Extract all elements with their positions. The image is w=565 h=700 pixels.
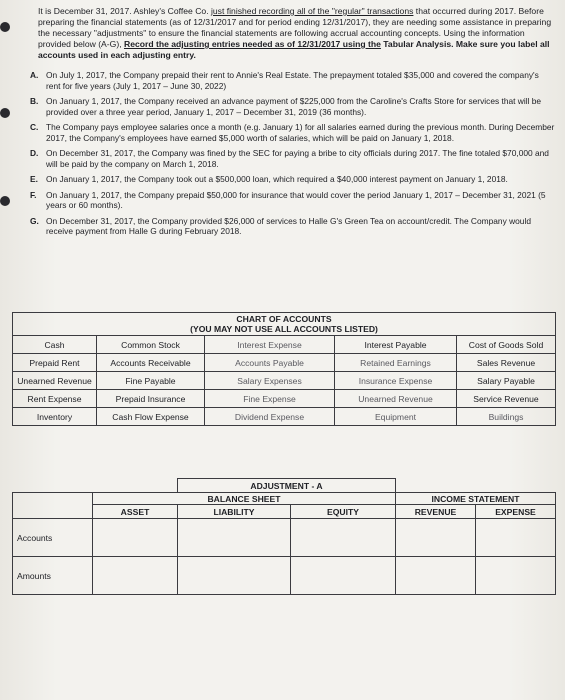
- account-cell: Dividend Expense: [205, 408, 335, 426]
- account-cell: Common Stock: [97, 336, 205, 354]
- account-cell: Salary Payable: [457, 372, 556, 390]
- liability-amounts-cell[interactable]: [178, 557, 291, 595]
- transaction-item-f: F. On January 1, 2017, the Company prepaid $50,000 for insurance that would cover the period January 1, 2017 – December 31, 2021 (5 years or 60 months).: [30, 189, 546, 210]
- account-cell: Accounts Payable: [205, 354, 335, 372]
- account-cell: Prepaid Rent: [13, 354, 97, 372]
- account-cell: Equipment: [335, 408, 457, 426]
- binder-hole: [0, 196, 10, 206]
- transaction-item-b: B. On January 1, 2017, the Company received an advance payment of $225,000 from the Caroline's Crafts Store for services that will be provided over a three year period, January 1, 2017 – December 31, 2019 (36 months).: [30, 96, 542, 117]
- amounts-label: Amounts: [13, 557, 93, 595]
- account-cell: Insurance Expense: [335, 372, 457, 390]
- income-statement-header: INCOME STATEMENT: [396, 493, 556, 505]
- account-cell: Service Revenue: [457, 390, 556, 408]
- statement-header-row: [13, 493, 556, 505]
- account-cell: Rent Expense: [13, 390, 97, 408]
- revenue-amounts-cell[interactable]: [396, 557, 476, 595]
- account-cell: Fine Expense: [205, 390, 335, 408]
- chart-of-accounts-table: [12, 312, 556, 426]
- asset-amounts-cell[interactable]: [93, 557, 178, 595]
- account-cell: Unearned Revenue: [13, 372, 97, 390]
- intro-bold-underlined-text: Record the adjusting entries needed as of 12/31/2017 using the: [123, 39, 381, 49]
- account-cell: Cash: [13, 336, 97, 354]
- account-cell: Prepaid Insurance: [97, 390, 205, 408]
- table-row: [13, 372, 556, 390]
- account-cell: Retained Earnings: [335, 354, 457, 372]
- asset-header: ASSET: [93, 505, 178, 519]
- account-cell: Cost of Goods Sold: [457, 336, 556, 354]
- liability-header: LIABILITY: [178, 505, 291, 519]
- intro-bold-text: Tabular Analysis. Make sure you label all accounts used in each adjusting entry.: [38, 39, 550, 60]
- transaction-item-a: A. On July 1, 2017, the Company prepaid their rent to Annie's Real Estate. The prepayment totaled $35,000 and covered the company's rent for five years (July 1, 2017 – June 30, 2022): [30, 70, 539, 91]
- transaction-item-d: D. On December 31, 2017, the Company was fined by the SEC for paying a bribe to city officials during 2017. The fine totaled $70,000 and will be paid by the company on March 1, 2018.: [30, 148, 549, 169]
- balance-sheet-header: BALANCE SHEET: [93, 493, 396, 505]
- account-cell: Sales Revenue: [457, 354, 556, 372]
- account-cell: Accounts Receivable: [97, 354, 205, 372]
- transaction-item-c: C. The Company pays employee salaries once a month (e.g. January 1) for all salaries earned during the previous month. During December 2017, the Company's employees have earned $5,000 worth of salaries, which will be paid on January 1, 2018.: [30, 122, 555, 143]
- accounts-label: Accounts: [13, 519, 93, 557]
- column-header-row: [13, 505, 556, 519]
- instructions-paragraph: [38, 6, 553, 61]
- table-row: [13, 336, 556, 354]
- account-cell: Buildings: [457, 408, 556, 426]
- table-row: [13, 408, 556, 426]
- equity-header: EQUITY: [291, 505, 396, 519]
- binder-hole: [0, 22, 10, 32]
- transaction-item-g: G. On December 31, 2017, the Company provided $26,000 of services to Halle G's Green Tea on account/credit. The Company would receive payment from Halle G during February 2018.: [30, 215, 531, 236]
- account-cell: Interest Expense: [205, 336, 335, 354]
- account-cell: Inventory: [13, 408, 97, 426]
- account-cell: Fine Payable: [97, 372, 205, 390]
- revenue-header: REVENUE: [396, 505, 476, 519]
- transaction-list: [30, 70, 555, 242]
- account-cell: Cash Flow Expense: [97, 408, 205, 426]
- equity-amounts-cell[interactable]: [291, 557, 396, 595]
- chart-of-accounts-title: CHART OF ACCOUNTS: [236, 314, 332, 324]
- intro-text: that occurred during 2017. Before preparing the financial statements (as of 12/31/2017 and for period ending 12/31/2017), they are needing some assistance in preparing the necessary "adjustments" to ensure the financial statements are following accrual accounting concepts. Using the information provided below (A-G),: [38, 6, 552, 49]
- expense-header: EXPENSE: [476, 505, 556, 519]
- revenue-accounts-cell[interactable]: [396, 519, 476, 557]
- accounts-row: [13, 519, 556, 557]
- adjustment-title-row: [13, 479, 556, 493]
- equity-accounts-cell[interactable]: [291, 519, 396, 557]
- transaction-item-e: E. On January 1, 2017, the Company took out a $500,000 loan, which required a $40,000 interest payment on January 1, 2018.: [30, 174, 508, 184]
- adjustment-title: ADJUSTMENT - A: [178, 479, 396, 493]
- expense-accounts-cell[interactable]: [476, 519, 556, 557]
- adjustment-a-table: [12, 478, 556, 595]
- chart-of-accounts-header: [13, 313, 556, 336]
- liability-accounts-cell[interactable]: [178, 519, 291, 557]
- account-cell: Interest Payable: [335, 336, 457, 354]
- table-row: [13, 354, 556, 372]
- asset-accounts-cell[interactable]: [93, 519, 178, 557]
- amounts-row: [13, 557, 556, 595]
- account-cell: Unearned Revenue: [335, 390, 457, 408]
- intro-underlined-text: just finished recording all of the "regular" transactions: [210, 6, 414, 16]
- chart-of-accounts-subtitle: (YOU MAY NOT USE ALL ACCOUNTS LISTED): [190, 324, 378, 334]
- expense-amounts-cell[interactable]: [476, 557, 556, 595]
- table-row: [13, 390, 556, 408]
- intro-text: It is December 31, 2017. Ashley's Coffee Co.: [38, 6, 211, 16]
- account-cell: Salary Expenses: [205, 372, 335, 390]
- binder-hole: [0, 108, 10, 118]
